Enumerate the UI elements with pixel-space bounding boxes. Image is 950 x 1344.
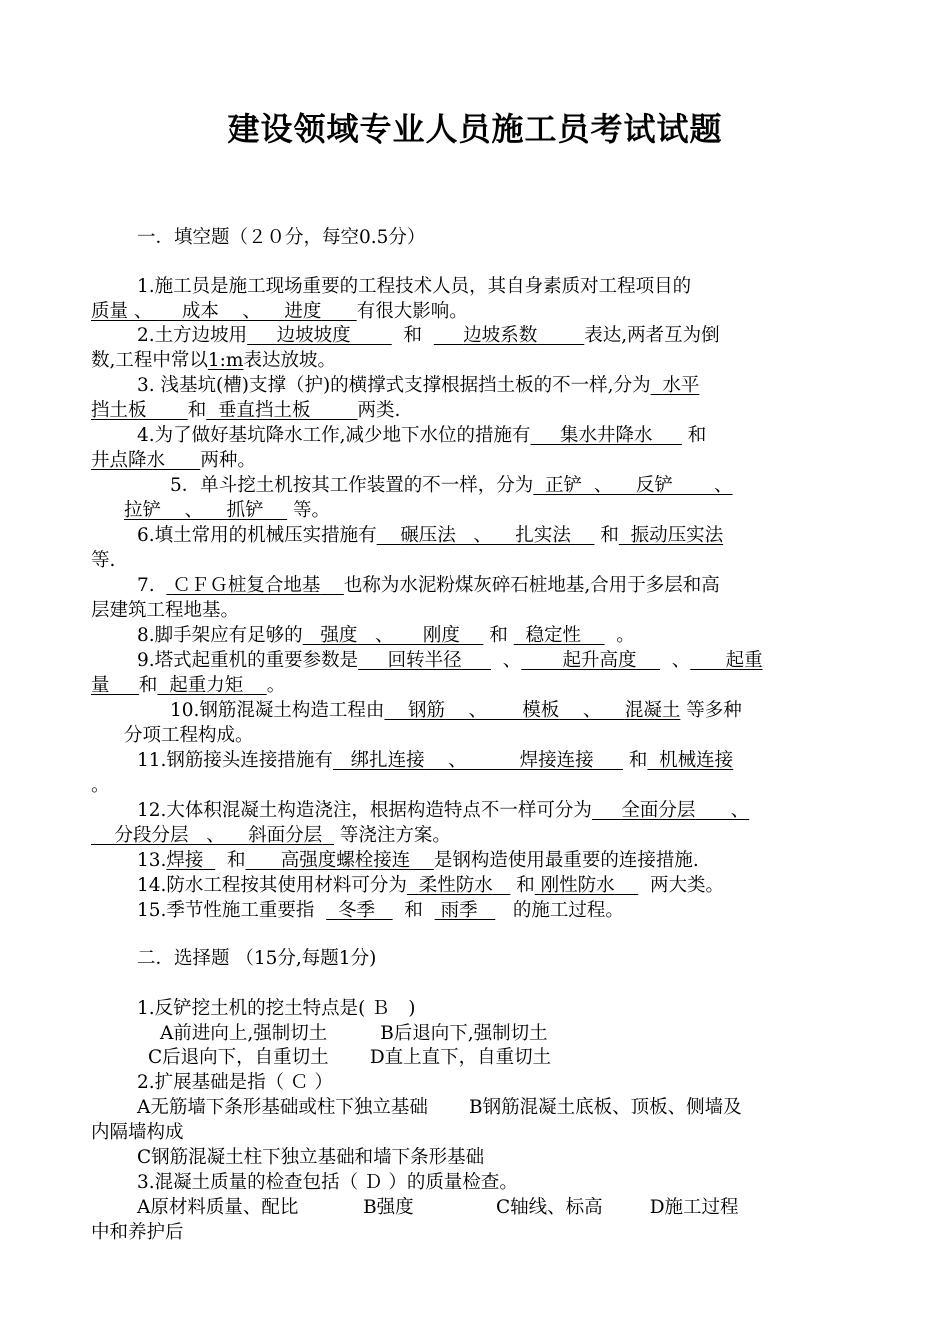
fill-q15-line1: 15.季节性施工重要指 冬季 和 雨季 的施工过程。 [137,900,624,921]
blank-answer: 边坡坡度 [276,325,351,346]
fill-q14-line1: 14.防水工程按其使用材料可分为 柔性防水 和 刚性防水 两大类。 [137,875,724,896]
option-a: A无筋墙下条形基础或柱下独立基础 [137,1097,428,1118]
fill-q5-line1: 5．单斗挖土机按其工作装置的不一样，分为 正铲 、 反铲 、 [170,475,733,496]
fill-q10-line2: 分项工程构成。 [124,725,254,746]
blank-answer: 斜面分层 [248,825,323,846]
blank-answer: 焊接 [166,850,204,871]
blank-answer: 碾压法 [400,525,456,546]
section-heading-choice: 二．选择题 （15分,每题1分) [137,948,377,969]
fill-q2-line2: 数,工程中常以1:m表达放坡。 [91,350,336,371]
blank-answer: 抓铲 [226,500,264,521]
option-b: B钢筋混凝土底板、顶板、侧墙及 [469,1097,742,1118]
blank-answer: 机械连接 [659,750,734,771]
section-heading-fill: 一．填空题（２０分，每空0.5分） [137,227,426,248]
fill-q6-line1: 6.填土常用的机械压实措施有 碾压法 、 扎实法 和 振动压实法 [137,525,724,546]
fill-q9-line2: 量 和 起重力矩 。 [91,675,286,696]
blank-answer: ＣＦＧ桩复合地基 [172,575,321,596]
option-a: A前进向上,强制切土 [160,1023,328,1044]
blank-answer: 分段分层 [114,825,189,846]
fill-q12-line1: 12.大体积混凝土构造浇注，根据构造特点不一样可分为 全面分层 、 [137,800,750,821]
blank-answer: 反铲 [635,475,673,496]
fill-q1-line1: 1.施工员是施工现场重要的工程技术人员，其自身素质对工程项目的 [137,276,692,297]
blank-answer: 刚度 [422,625,460,646]
blank-answer: 垂直挡土板 [217,400,311,421]
choice-q3-option-d-cont: 中和养护后 [91,1222,184,1243]
fill-q2-line1: 2.土方边坡用 边坡坡度 和 边坡系数 表达,两者互为倒 [137,325,720,346]
fill-q5-line2: 拉铲 、 抓铲 等。 [124,500,331,521]
fill-q10-line1: 10.钢筋混凝土构造工程由 钢筋 、 模板 、 混凝土 等多种 [170,700,742,721]
blank-answer: 刚性防水 [540,875,615,896]
fill-q13-line1: 13.焊接 和 高强度螺栓接连 是钢构造使用最重要的连接措施. [137,850,699,871]
choice-q1-options-cd [148,1046,551,1070]
choice-q1-options-ab [160,1022,548,1046]
blank-answer: 回转半径 [387,650,462,671]
blank-answer: 全面分层 [621,800,696,821]
blank-answer: 进度 [284,301,322,322]
blank-answer: 拉铲 [124,500,162,521]
blank-answer: 高强度螺栓接连 [280,850,411,871]
option-a: A原材料质量、配比 [137,1197,299,1218]
blank-answer: 1:m [207,350,244,371]
blank-answer: 绑扎连接 [350,750,425,771]
blank-answer: 扎实法 [515,525,571,546]
choice-q2-stem: 2.扩展基础是指（ Ｃ ） [137,1072,333,1093]
blank-answer: 混凝土 [624,700,681,721]
blank-answer: 柔性防水 [418,875,493,896]
blank-answer: 强度 [320,625,358,646]
option-c: C后退向下，自重切土 [148,1047,329,1068]
blank-answer: 稳定性 [525,625,581,646]
blank-answer: 挡土板 [91,400,147,421]
fill-q3-line2: 挡土板 和 垂直挡土板 两类. [91,400,401,421]
blank-answer: 起重力矩 [169,675,244,696]
blank-answer: 井点降水 [91,450,166,471]
choice-q3-options [137,1196,739,1220]
choice-q1-stem: 1.反铲挖土机的挖土特点是( Ｂ ) [137,998,416,1019]
blank-answer: 起重 [725,650,763,671]
fill-q9-line1: 9.塔式起重机的重要参数是 回转半径 、 起升高度 、 起重 [137,650,763,671]
blank-answer: 集水井降水 [559,425,653,446]
fill-q7-line1: 7. ＣＦＧ桩复合地基 也称为水泥粉煤灰碎石桩地基,合用于多层和高 [137,575,720,596]
fill-q4-line1: 4.为了做好基坑降水工作,减少地下水位的措施有 集水井降水 和 [137,425,707,446]
blank-answer: 振动压实法 [630,525,724,546]
fill-q8-line1: 8.脚手架应有足够的 强度 、 刚度 和 稳定性 。 [137,625,635,646]
blank-answer: 成本 [181,301,219,322]
option-b: B强度 [363,1197,414,1218]
choice-q2-options-ab [137,1096,742,1120]
blank-answer: 焊接连接 [519,750,594,771]
page-title: 建设领域专业人员施工员考试试题 [227,110,723,148]
blank-answer: 量 [91,675,110,696]
option-b: B后退向下,强制切土 [380,1023,548,1044]
blank-answer: 正铲 [545,475,583,496]
fill-q7-line2: 层建筑工程地基。 [91,600,240,621]
blank-answer: 质量 [91,301,129,322]
blank-answer: 起升高度 [562,650,637,671]
fill-q12-line2: 分段分层 、 斜面分层 等浇注方案。 [114,825,451,846]
blank-answer: 冬季 [337,900,375,921]
blank-answer: 水平 [662,375,700,396]
option-d: D施工过程 [649,1197,739,1218]
choice-q2-option-b-cont: 内隔墙构成 [91,1122,184,1143]
fill-q6-line2: 等. [91,550,116,571]
fill-q11-line2: 。 [91,775,110,796]
option-d: D直上直下，自重切土 [369,1047,552,1068]
blank-answer: 钢筋 [407,700,445,721]
blank-answer: 边坡系数 [463,325,538,346]
fill-q1-line2: 质量 、 成本 、 进度 有很大影响。 [91,301,468,322]
blank-answer: 模板 [522,700,560,721]
choice-q2-option-c: C钢筋混凝土柱下独立基础和墙下条形基础 [137,1147,485,1168]
fill-q4-line2: 井点降水 两种。 [91,450,256,471]
choice-q3-stem: 3.混凝土质量的检查包括（ Ｄ ）的质量检查。 [137,1172,518,1193]
blank-answer: 雨季 [440,900,478,921]
option-c: C轴线、标高 [496,1197,603,1218]
fill-q3-line1: 3. 浅基坑(槽)支撑（护)的横撑式支撑根据挡土板的不一样,分为 水平 [137,375,700,396]
fill-q11-line1: 11.钢筋接头连接措施有 绑扎连接 、 焊接连接 和 机械连接 [137,750,734,771]
